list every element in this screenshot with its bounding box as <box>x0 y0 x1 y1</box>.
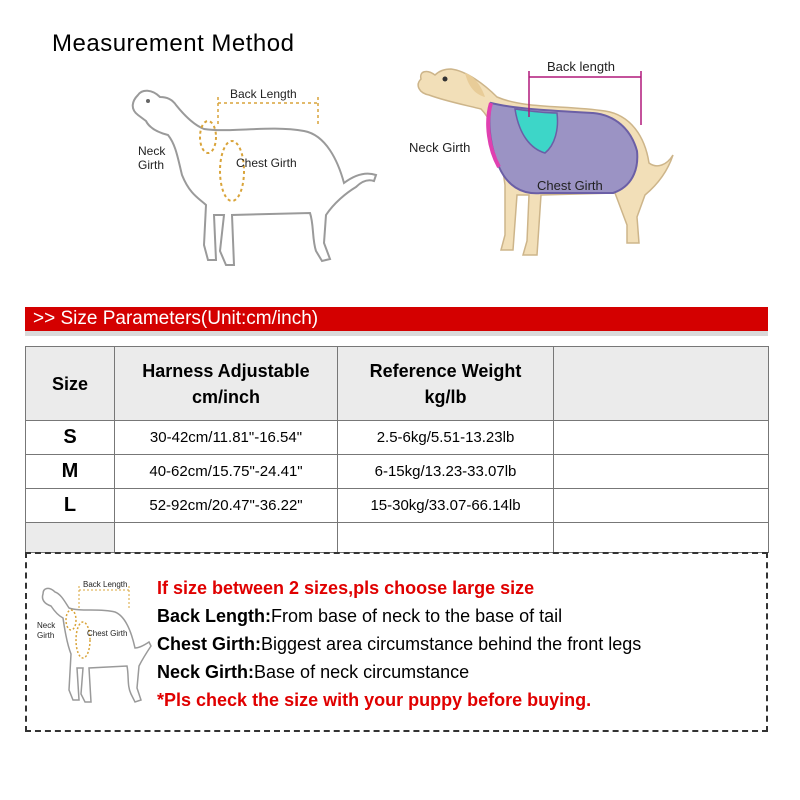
back-length-label: Back Length <box>83 580 128 589</box>
size-header: Size <box>26 347 115 421</box>
neck-girth-note <box>157 658 641 686</box>
chest-girth-marker <box>76 622 90 658</box>
empty-cell <box>554 421 769 455</box>
empty-cell <box>338 523 554 553</box>
chest-girth-note <box>157 630 641 658</box>
back-length-label: Back Length <box>230 87 297 101</box>
check-size-warning: *Pls check the size with your puppy before buying. <box>157 690 592 710</box>
chest-girth-note-text: Biggest area circumstance behind the front legs <box>261 634 642 654</box>
weight-cell: 15-30kg/33.07-66.14lb <box>338 489 554 523</box>
size-cell: S <box>26 421 115 455</box>
neck-girth-marker <box>200 121 216 153</box>
neck-girth-note-text: Base of neck circumstance <box>254 662 470 682</box>
empty-cell <box>115 523 338 553</box>
harness-cell: 52-92cm/20.47"-36.22" <box>115 489 338 523</box>
back-length-note <box>157 602 641 630</box>
size-choice-note: If size between 2 sizes,pls choose large size <box>157 578 535 598</box>
neck-girth-label-2: Girth <box>37 631 55 640</box>
size-note-text <box>157 574 641 714</box>
empty-cell <box>554 455 769 489</box>
neck-girth-label-1: Neck <box>37 621 56 630</box>
chest-girth-label: Chest Girth <box>537 178 603 193</box>
weight-header-line-2: kg/lb <box>424 386 467 407</box>
harness-header-line-2: cm/inch <box>191 386 261 407</box>
harness-header <box>115 347 338 421</box>
empty-cell <box>554 489 769 523</box>
back-length-note-label: Back Length: <box>157 606 272 626</box>
size-parameters-banner: >> Size Parameters(Unit:cm/inch) <box>25 307 768 331</box>
table-row <box>26 489 769 523</box>
dog-harness-figure <box>405 45 695 275</box>
chest-girth-label: Chest Girth <box>87 629 128 638</box>
weight-cell: 6-15kg/13.23-33.07lb <box>338 455 554 489</box>
empty-cell <box>554 523 769 553</box>
empty-header <box>554 347 769 421</box>
table-row <box>26 421 769 455</box>
neck-girth-note-label: Neck Girth: <box>157 662 255 682</box>
empty-cell <box>26 523 115 553</box>
harness-header-line-1: Harness Adjustable <box>142 360 310 381</box>
table-row-blank <box>26 523 769 553</box>
harness-cell: 40-62cm/15.75"-24.41" <box>115 455 338 489</box>
table-row <box>26 455 769 489</box>
chest-girth-label: Chest Girth <box>236 156 297 170</box>
weight-header <box>338 347 554 421</box>
table-header-row <box>26 347 769 421</box>
back-length-label: Back length <box>547 59 615 74</box>
neck-girth-label-2: Girth <box>138 158 165 172</box>
page-title: Measurement Method <box>52 30 295 57</box>
size-cell: M <box>26 455 115 489</box>
dog-outline-figure <box>120 75 390 275</box>
weight-header-line-1: Reference Weight <box>369 360 522 381</box>
neck-girth-label: Neck Girth <box>409 140 471 155</box>
dog-outline-icon <box>42 588 151 702</box>
back-length-note-text: From base of neck to the base of tail <box>271 606 563 626</box>
dog-eye-icon <box>443 77 448 82</box>
chest-girth-marker <box>220 141 244 201</box>
harness-cell: 30-42cm/11.81"-16.54" <box>115 421 338 455</box>
banner-divider <box>25 331 768 336</box>
dog-outline-icon <box>133 91 376 265</box>
chest-girth-note-label: Chest Girth: <box>157 634 262 654</box>
size-cell: L <box>26 489 115 523</box>
weight-cell: 2.5-6kg/5.51-13.23lb <box>338 421 554 455</box>
neck-girth-marker <box>66 610 76 630</box>
size-table <box>25 346 769 553</box>
note-dog-figure <box>35 572 155 712</box>
dog-eye-icon <box>146 99 150 103</box>
neck-girth-label-1: Neck <box>138 144 166 158</box>
